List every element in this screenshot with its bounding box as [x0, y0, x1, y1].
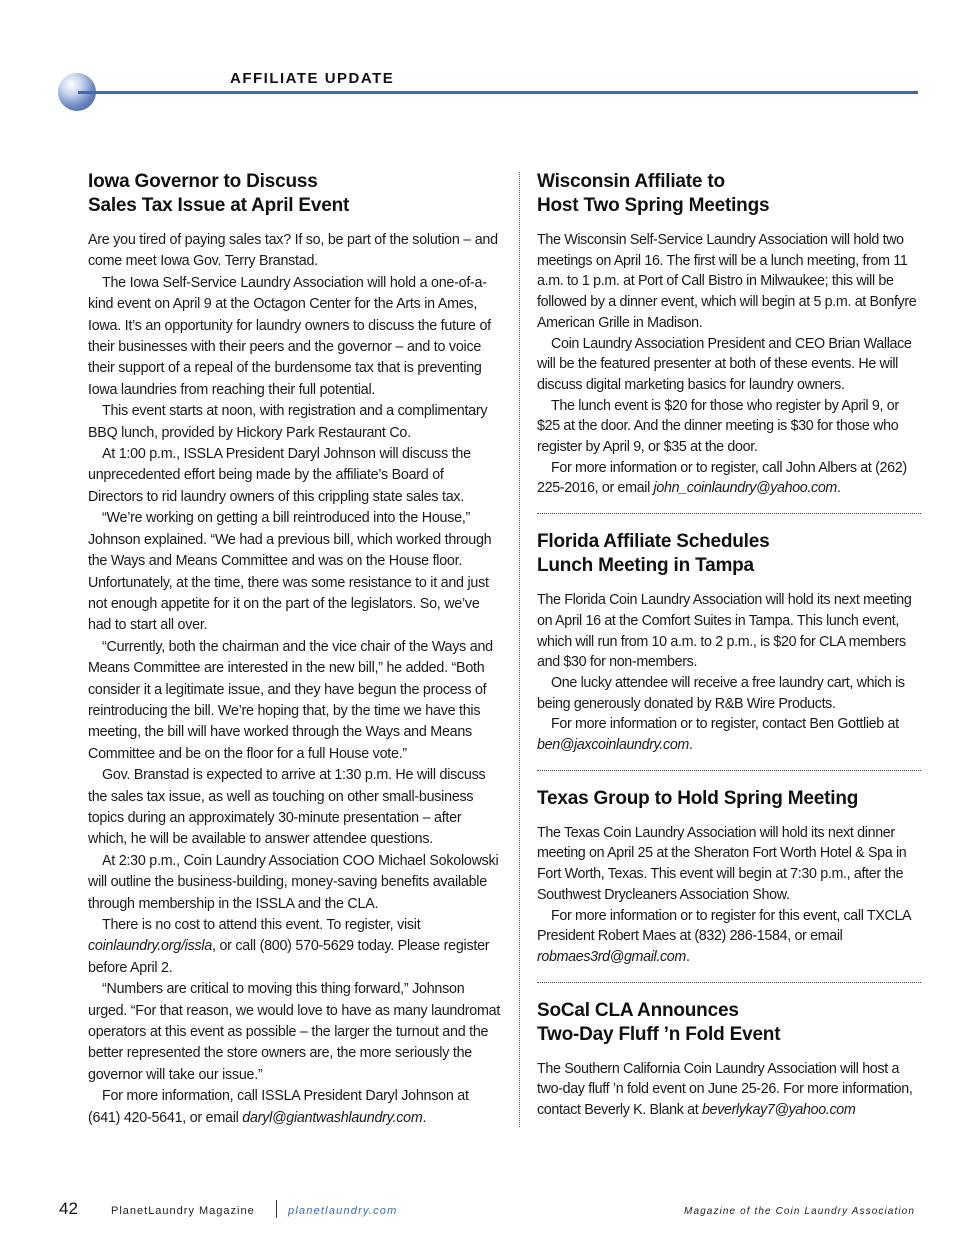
iowa-paragraph-9 [88, 915, 502, 979]
socal-title-line1: SoCal CLA Announces [537, 999, 739, 1021]
texas-p2-text-b: . [685, 948, 690, 965]
florida-paragraph-1: The Florida Coin Laundry Association will hold its next meeting on April 16 at the Comfort Suites in Tampa. This lunch event, which will run from 10 a.m. to 2 p.m., is $20 for CLA members and $30 for non-members. [537, 592, 912, 671]
john-email-link[interactable]: john_coinlaundry@yahoo.com [653, 480, 837, 497]
issla-link[interactable]: coinlaundry.org/issla [88, 938, 213, 955]
iowa-p9-text-b: , or call (800) 570-5629 today. Please register before April 2. [88, 938, 490, 976]
wisconsin-p4-text-b: . [837, 480, 841, 497]
wisconsin-paragraph-3: The lunch event is $20 for those who register by April 9, or $25 at the door. And the dinner meeting is $30 for those who register by April 9, or $35 at the door. [537, 397, 899, 456]
wisconsin-article [537, 170, 921, 499]
iowa-p11-text-b: . [422, 1109, 427, 1126]
iowa-paragraph-3: This event starts at noon, with registration and a complimentary BBQ lunch, provided by Hickory Park Restaurant Co. [88, 403, 488, 441]
beverly-email-link[interactable]: beverlykay7@yahoo.com [702, 1102, 856, 1119]
iowa-p9-text-a: There is no cost to attend this event. To register, visit [102, 917, 421, 933]
website-link[interactable]: planetlaundry.com [288, 1205, 398, 1217]
iowa-paragraph-5: “We’re working on getting a bill reintroduced into the House,” Johnson explained. “We had a previous bill, which worked through the Ways and Means Committee and was on the House floor. Unfortunately, at the time, there was some resistance to it and just not enough appetite for it on the part of the legislators. So, we’ve had to start all over. [88, 510, 492, 634]
article-separator [537, 770, 921, 771]
iowa-p11-text-a: For more information, call ISSLA President Daryl Johnson at (641) 420-5641, or email [88, 1088, 469, 1126]
texas-p2-text-a: For more information or to register for this event, call TXCLA President Robert Maes at (832) 286-1584, or email [537, 907, 911, 945]
left-column [88, 170, 502, 1129]
iowa-paragraph-10: “Numbers are critical to moving this thing forward,” Johnson urged. “For that reason, we would love to have as many laundromat operators at this event as possible – the larger the turnout and the better represented the store owners are, the more seriously the governor will take our issue.” [88, 981, 501, 1083]
florida-article [537, 530, 921, 756]
florida-p3-text-b: . [688, 737, 693, 754]
texas-paragraph-2 [537, 906, 921, 968]
iowa-title-line1: Iowa Governor to Discuss [88, 171, 318, 192]
socal-paragraph-1 [537, 1059, 921, 1121]
texas-article [537, 787, 921, 968]
wisconsin-article-title [537, 170, 921, 218]
texas-paragraph-1: The Texas Coin Laundry Association will hold its next dinner meeting on April 25 at the Sheraton Fort Worth Hotel & Spa in Fort Worth, Texas. This event will begin at 7:30 p.m., after the Southwest Drycleaners Association Show. [537, 824, 907, 903]
footer-divider [276, 1200, 277, 1218]
florida-title-line1: Florida Affiliate Schedules [537, 531, 770, 553]
iowa-title-line2: Sales Tax Issue at April Event [88, 195, 350, 216]
page-number: 42 [59, 1199, 78, 1218]
texas-title-line1: Texas Group to Hold Spring Meeting [537, 787, 859, 809]
magazine-name: PlanetLaundry Magazine [111, 1205, 255, 1217]
socal-title-line2: Two-Day Fluff ’n Fold Event [537, 1023, 781, 1045]
header-rule [78, 91, 918, 94]
florida-paragraph-2: One lucky attendee will receive a free laundry cart, which is being generously donated by R&B Wire Products. [537, 674, 905, 712]
iowa-paragraph-2: The Iowa Self-Service Laundry Association will hold a one-of-a-kind event on April 9 at the Octagon Center for the Arts in Ames, Iowa. It’s an opportunity for laundry owners to discuss the future of their businesses with their peers and the governor – and to voice their support of a repeal of the burdensome tax that is preventing Iowa laundries from reaching their full potential. [88, 274, 491, 398]
wisconsin-title-line2: Host Two Spring Meetings [537, 195, 770, 216]
iowa-paragraph-1: Are you tired of paying sales tax? If so, be part of the solution – and come meet Iowa Gov. Terry Branstad. [88, 232, 498, 270]
socal-p1-text-a: The Southern California Coin Laundry Association will host a two-day fluff ’n fold event on June 25-26. For more information, contact Beverly K. Blank at [537, 1060, 913, 1119]
wisconsin-p4-text-a: For more information or to register, call John Albers at (262) 225-2016, or email [537, 459, 907, 497]
magazine-tagline: Magazine of the Coin Laundry Association [684, 1206, 915, 1217]
iowa-paragraph-7: Gov. Branstad is expected to arrive at 1:30 p.m. He will discuss the sales tax issue, as well as touching on other small-business topics during an approximately 30-minute presentation – after which, he will be available to answer attendee questions. [88, 767, 486, 848]
florida-paragraph-3 [537, 714, 921, 755]
socal-article-title [537, 999, 921, 1047]
robert-email-link[interactable]: robmaes3rd@gmail.com [537, 948, 686, 965]
iowa-paragraph-8: At 2:30 p.m., Coin Laundry Association COO Michael Sokolowski will outline the business-building, money-saving benefits available through membership in the ISSLA and the CLA. [88, 852, 499, 912]
texas-article-title [537, 787, 921, 811]
wisconsin-paragraph-4 [537, 458, 921, 499]
florida-p3-text-a: For more information or to register, contact Ben Gottlieb at [551, 716, 899, 733]
section-title: AFFILIATE UPDATE [230, 70, 395, 87]
wisconsin-paragraph-2: Coin Laundry Association President and CEO Brian Wallace will be the featured presenter at both of these events. He will discuss digital marketing basics for laundry owners. [537, 335, 912, 393]
right-column [537, 170, 921, 1121]
column-divider [519, 172, 520, 1127]
iowa-paragraph-4: At 1:00 p.m., ISSLA President Daryl Johnson will discuss the unprecedented effort being made by the affiliate’s Board of Directors to rid laundry owners of this crippling state sales tax. [88, 446, 471, 505]
florida-article-title [537, 530, 921, 578]
iowa-article [88, 170, 502, 1129]
wisconsin-paragraph-1: The Wisconsin Self-Service Laundry Association will hold two meetings on April 16. The first will be a lunch meeting, from 11 a.m. to 1 p.m. at Port of Call Bistro in Milwaukee; this will be followed by a dinner event, which will begin at 5 p.m. at Bonfyre American Grille in Madison. [537, 232, 917, 331]
florida-title-line2: Lunch Meeting in Tampa [537, 555, 754, 577]
daryl-email-link[interactable]: daryl@giantwashlaundry.com [242, 1109, 423, 1126]
socal-article [537, 999, 921, 1121]
article-separator [537, 513, 921, 514]
ben-email-link[interactable]: ben@jaxcoinlaundry.com [537, 737, 689, 754]
iowa-paragraph-6: “Currently, both the chairman and the vice chair of the Ways and Means Committee are interested in the new bill,” he added. “Both consider it a legitimate issue, and they have begun the process of reintroducing the bill. We’re hoping that, by the time we have this meeting, the bill will have worked through the Ways and Means Committee and be on the floor for a full House vote.” [88, 638, 493, 762]
wisconsin-title-line1: Wisconsin Affiliate to [537, 171, 725, 192]
article-separator [537, 982, 921, 983]
iowa-paragraph-11 [88, 1086, 502, 1129]
iowa-article-title [88, 170, 502, 218]
